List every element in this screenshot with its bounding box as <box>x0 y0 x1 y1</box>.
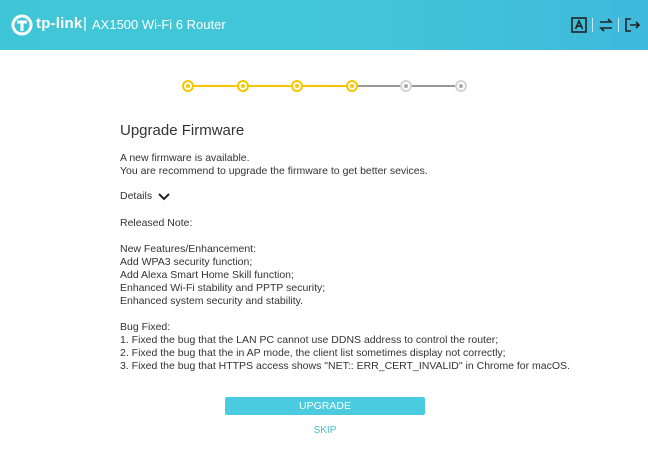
header-icon-divider <box>592 18 593 32</box>
step-dot-completed <box>346 80 358 92</box>
details-toggle[interactable] <box>120 190 560 203</box>
stepper-connector <box>188 85 243 87</box>
top-header-bar <box>0 0 648 50</box>
upgrade-firmware-panel <box>120 122 570 373</box>
step-dot-completed <box>237 80 249 92</box>
features-heading: New Features/Enhancement: <box>120 243 256 255</box>
router-model-title: AX1500 Wi-Fi 6 Router <box>92 17 226 32</box>
bug-item: 2. Fixed the bug that the in AP mode, the client list sometimes display not correctly; <box>120 347 506 359</box>
chevron-down-icon <box>158 193 170 201</box>
intro-line: You are recommend to upgrade the firmware to get better sevices. <box>120 165 428 177</box>
step-dot-pending <box>455 80 467 92</box>
switch-mode-icon[interactable] <box>597 16 615 34</box>
details-label: Details <box>120 190 153 202</box>
language-icon[interactable] <box>570 16 588 34</box>
stepper-connector <box>297 85 352 87</box>
released-note-label: Released Note: <box>120 217 193 229</box>
bugs-heading: Bug Fixed: <box>120 321 171 333</box>
bug-item: 3. Fixed the bug that HTTPS access shows "NET:: ERR_CERT_INVALID" in Chrome for macOS. <box>120 360 570 372</box>
header-divider: | <box>83 15 87 32</box>
tp-link-logo-icon <box>11 14 33 36</box>
header-icon-divider <box>618 18 619 32</box>
bug-item: 1. Fixed the bug that the LAN PC cannot use DDNS address to control the router; <box>120 334 499 346</box>
step-dot-completed <box>182 80 194 92</box>
feature-item: Enhanced Wi-Fi stability and PPTP security; <box>120 282 326 294</box>
feature-item: Enhanced system security and stability. <box>120 295 304 307</box>
page-title: Upgrade Firmware <box>120 122 245 139</box>
skip-link[interactable]: SKIP <box>313 425 337 436</box>
brand-name: tp-link <box>36 15 83 32</box>
stepper-connector <box>243 85 298 87</box>
intro-line: A new firmware is available. <box>120 152 250 164</box>
feature-item: Add Alexa Smart Home Skill function; <box>120 269 294 281</box>
stepper-connector <box>352 85 407 87</box>
upgrade-button[interactable]: UPGRADE <box>225 397 425 415</box>
logout-icon[interactable] <box>623 16 641 34</box>
step-dot-pending <box>400 80 412 92</box>
stepper-connector <box>406 85 461 87</box>
step-dot-completed <box>291 80 303 92</box>
feature-item: Add WPA3 security function; <box>120 256 253 268</box>
